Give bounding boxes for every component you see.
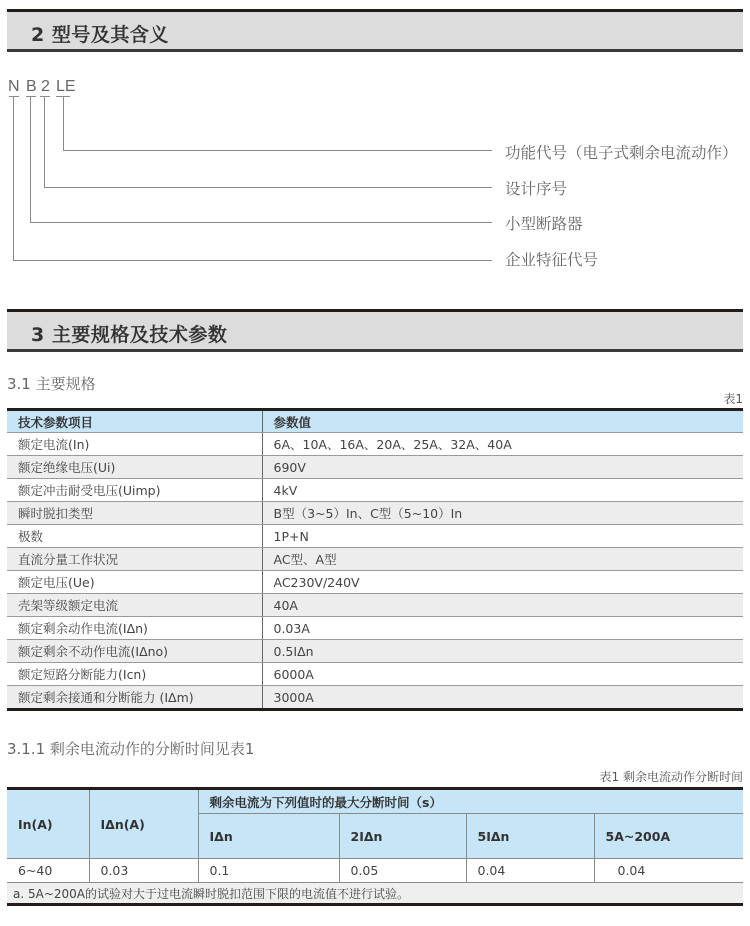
row-value: 1P+N	[262, 525, 743, 548]
spec-table	[7, 408, 743, 711]
table-2-caption: 表1 剩余电流动作分断时间	[599, 770, 743, 784]
table-row	[7, 859, 743, 883]
row-item: 壳架等级额定电流	[7, 594, 262, 617]
cell-time-2idn: 0.05	[339, 859, 466, 883]
table-row	[7, 617, 743, 640]
row-item: 瞬时脱扣类型	[7, 502, 262, 525]
connector-line	[63, 96, 64, 150]
row-item: 极数	[7, 525, 262, 548]
code-letter-n: N	[8, 78, 20, 95]
meaning-enterprise-code: 企业特征代号	[505, 251, 599, 269]
subsection-3-1-1-title: 3.1.1 剩余电流动作的分断时间见表1	[7, 740, 255, 758]
breaking-table-header	[7, 789, 743, 814]
code-digit-2: 2	[41, 78, 50, 95]
connector-line	[30, 222, 492, 223]
row-value: 3000A	[262, 686, 743, 710]
row-item: 额定短路分断能力(Icn)	[7, 663, 262, 686]
row-value: 4kV	[262, 479, 743, 502]
row-value: 40A	[262, 594, 743, 617]
row-item: 额定剩余动作电流(IΔn)	[7, 617, 262, 640]
table-row	[7, 571, 743, 594]
row-item: 额定电流(In)	[7, 433, 262, 456]
table-row	[7, 640, 743, 663]
cell-idn: 0.03	[89, 859, 198, 883]
cell-time-5idn: 0.04	[466, 859, 594, 883]
row-value: 6A、10A、16A、20A、25A、32A、40A	[262, 433, 743, 456]
code-letter-b: B	[26, 78, 37, 95]
breaking-time-table	[7, 787, 743, 906]
table-row	[7, 663, 743, 686]
row-item: 直流分量工作状况	[7, 548, 262, 571]
row-value: 6000A	[262, 663, 743, 686]
connector-line	[63, 150, 492, 151]
header-group-max-break-time: 剩余电流为下列值时的最大分断时间（s）	[198, 789, 743, 814]
row-value: 0.5IΔn	[262, 640, 743, 663]
table-row	[7, 525, 743, 548]
meaning-design-number: 设计序号	[505, 180, 568, 198]
row-item: 额定剩余接通和分断能力 (IΔm)	[7, 686, 262, 710]
section-2-header	[7, 9, 743, 52]
row-value: 690V	[262, 456, 743, 479]
meaning-mcb: 小型断路器	[505, 215, 583, 233]
row-item: 额定冲击耐受电压(Uimp)	[7, 479, 262, 502]
table-row	[7, 502, 743, 525]
row-value: AC型、A型	[262, 548, 743, 571]
row-value: B型（3~5）In、C型（5~10）In	[262, 502, 743, 525]
code-letters-le: LE	[56, 78, 76, 95]
row-value: AC230V/240V	[262, 571, 743, 594]
header-idn: IΔn(A)	[89, 789, 198, 859]
connector-line	[13, 96, 14, 260]
subheader-5a-200a: 5A~200A	[594, 814, 743, 859]
row-value: 0.03A	[262, 617, 743, 640]
row-item: 额定电压(Ue)	[7, 571, 262, 594]
spec-table-header	[7, 410, 743, 433]
connector-line	[13, 260, 492, 261]
connector-line	[30, 96, 31, 222]
cell-time-5a-200a: 0.04	[594, 859, 743, 883]
table-row	[7, 594, 743, 617]
subheader-idn: IΔn	[198, 814, 339, 859]
table-1-caption: 表1	[723, 392, 743, 406]
meaning-function-code: 功能代号（电子式剩余电流动作）	[505, 144, 738, 162]
table-footnote: a. 5A~200A的试验对大于过电流瞬时脱扣范围下限的电流值不进行试验。	[7, 883, 743, 905]
section-3-title: 3 主要规格及技术参数	[31, 324, 228, 346]
header-value: 参数值	[262, 410, 743, 433]
table-row	[7, 479, 743, 502]
subsection-3-1-title: 3.1 主要规格	[7, 375, 96, 393]
section-3-header	[7, 309, 743, 352]
connector-line	[44, 96, 45, 187]
table-note-row	[7, 883, 743, 905]
cell-in: 6~40	[7, 859, 89, 883]
subheader-2idn: 2IΔn	[339, 814, 466, 859]
subheader-5idn: 5IΔn	[466, 814, 594, 859]
table-row	[7, 456, 743, 479]
header-in: In(A)	[7, 789, 89, 859]
row-item: 额定剩余不动作电流(IΔno)	[7, 640, 262, 663]
connector-line	[44, 187, 492, 188]
cell-time-idn: 0.1	[198, 859, 339, 883]
table-row	[7, 548, 743, 571]
row-item: 额定绝缘电压(Ui)	[7, 456, 262, 479]
header-item: 技术参数项目	[7, 410, 262, 433]
section-2-title: 2 型号及其含义	[31, 24, 169, 46]
table-row	[7, 686, 743, 710]
table-row	[7, 433, 743, 456]
